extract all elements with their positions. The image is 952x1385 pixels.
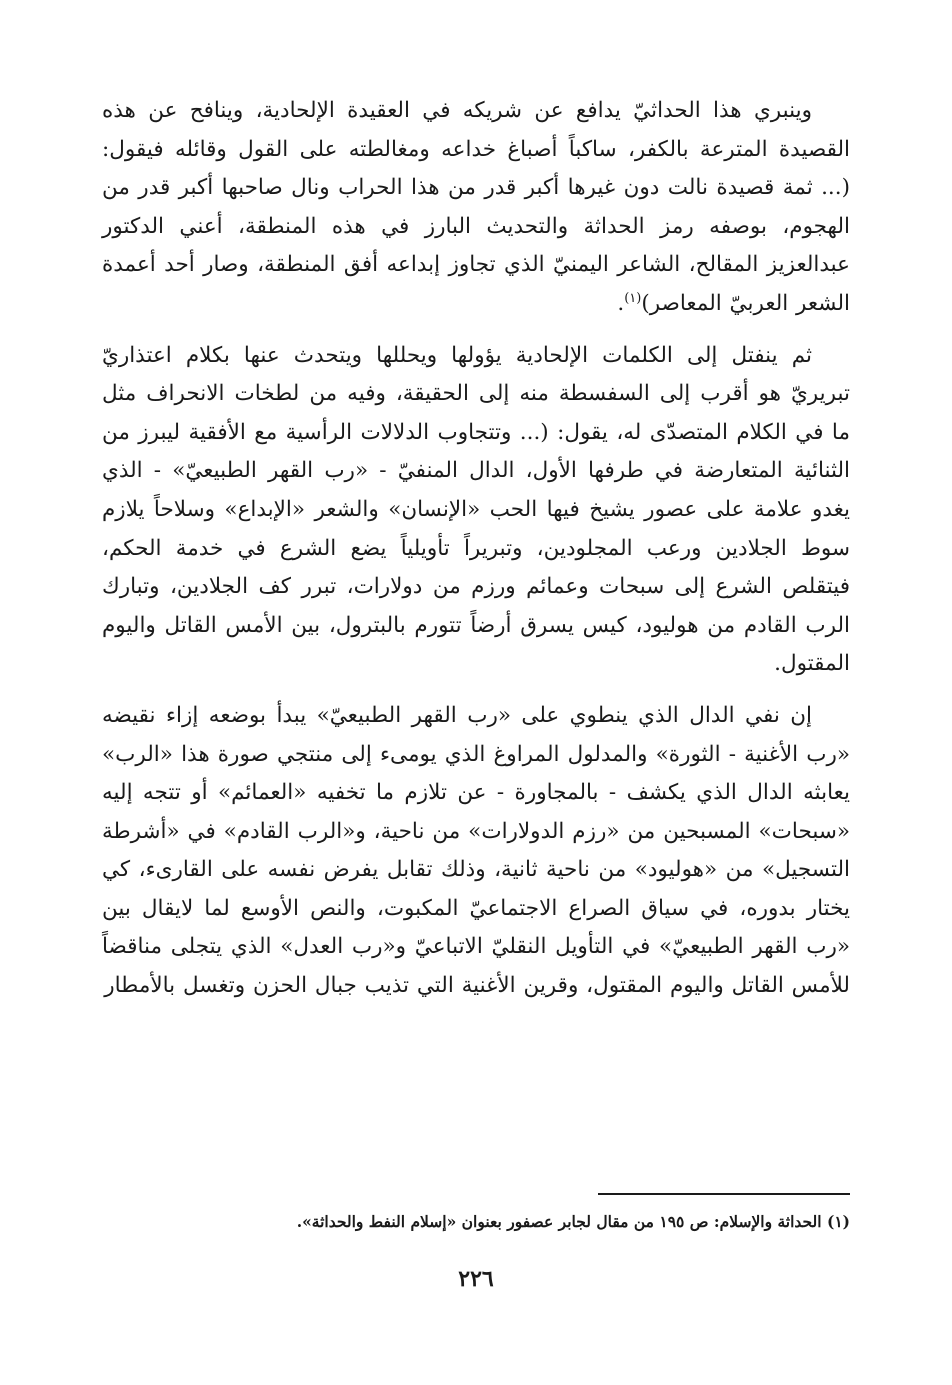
paragraph-1: [102, 92, 850, 324]
footnote-reference: (١): [624, 290, 642, 306]
paragraph-3: إن نفي الدال الذي ينطوي على «رب القهر الطبيعيّ» يبدأ بوضعه إزاء نقيضه «رب الأغنية - الثورة» والمدلول المراوغ الذي يومىء إلى منتجي صورة هذا «الرب» يعابثه الدال الذي يكشف - بالمجاورة - عن تلازم ما تخفيه «العمائم» أو تتجه إليه «سبحات» المسبحين من «رزم الدولارات» من ناحية، و«الرب القادم» في «أشرطة التسجيل» من «هوليود» من ناحية ثانية، وذلك تقابل يفرض نفسه على القارىء، كي يختار بدوره، في سياق الصراع الاجتماعيّ المكبوت، والنص الأوسع لما لايقال بين «رب القهر الطبيعيّ» في التأويل النقليّ الاتباعيّ و«رب العدل» الذي يتجلى مناقضاً للأمس القاتل واليوم المقتول، وقرين الأغنية التي تذيب جبال الحزن وتغسل بالأمطار: [102, 702, 850, 999]
paragraph-1-period: .: [617, 290, 625, 316]
paragraph-1-text: وينبري هذا الحداثيّ يدافع عن شريكه في العقيدة الإلحادية، وينافح عن هذه القصيدة المترعة بالكفر، ساكباً أصباغ خداعه ومغالطته على القول وقائله فيقول: (... ثمة قصيدة نالت دون غيرها أكبر قدر من هذا الحراب ونال صاحبها أكبر قدر من الهجوم، بوصفه رمز الحداثة والتحديث البارز في هذه المنطقة، أعني الدكتور عبدالعزيز المقالح، الشاعر اليمنيّ الذي تجاوز إبداعه أفق المنطقة، وصار أحد أعمدة الشعر العربيّ المعاصر): [102, 98, 850, 316]
page-number: ٢٢٦: [458, 1266, 494, 1292]
footnote-divider: [598, 1193, 850, 1195]
paragraph-2: ثم ينفتل إلى الكلمات الإلحادية يؤولها ويحللها ويتحدث عنها بكلام اعتذاريّ تبريريّ هو أقرب إلى السفسطة منه إلى الحقيقة، وفيه من لطخات الانحراف مثل ما في الكلام المتصدّى له، يقول: (... وتتجاوب الدلالات الرأسية مع الأفقية ليبرز من الثنائية المتعارضة في طرفها الأول، الدال المنفيّ - «رب القهر الطبيعيّ» - الذي يغدو علامة على عصور يشيخ فيها الحب «الإنسان» والشعر «الإبداع» وسلاحاً يلازم سوط الجلادين ورعب المجلودين، وتبريراً تأويلياً يضع الشرع في خدمة الحكم، فيتقلص الشرع إلى سبحات وعمائم ورزم من دولارات، تبرر كف الجلادين، وتبارك الرب القادم من هوليود، كيس يسرق أرضاً تتورم بالبترول، بين الأمس القاتل واليوم المقتول.: [102, 342, 850, 677]
footnote: (١) الحداثة والإسلام: ص ١٩٥ من مقال لجابر عصفور بعنوان «إسلام النفط والحداثة».: [296, 1212, 850, 1231]
body-text: [102, 92, 850, 1006]
